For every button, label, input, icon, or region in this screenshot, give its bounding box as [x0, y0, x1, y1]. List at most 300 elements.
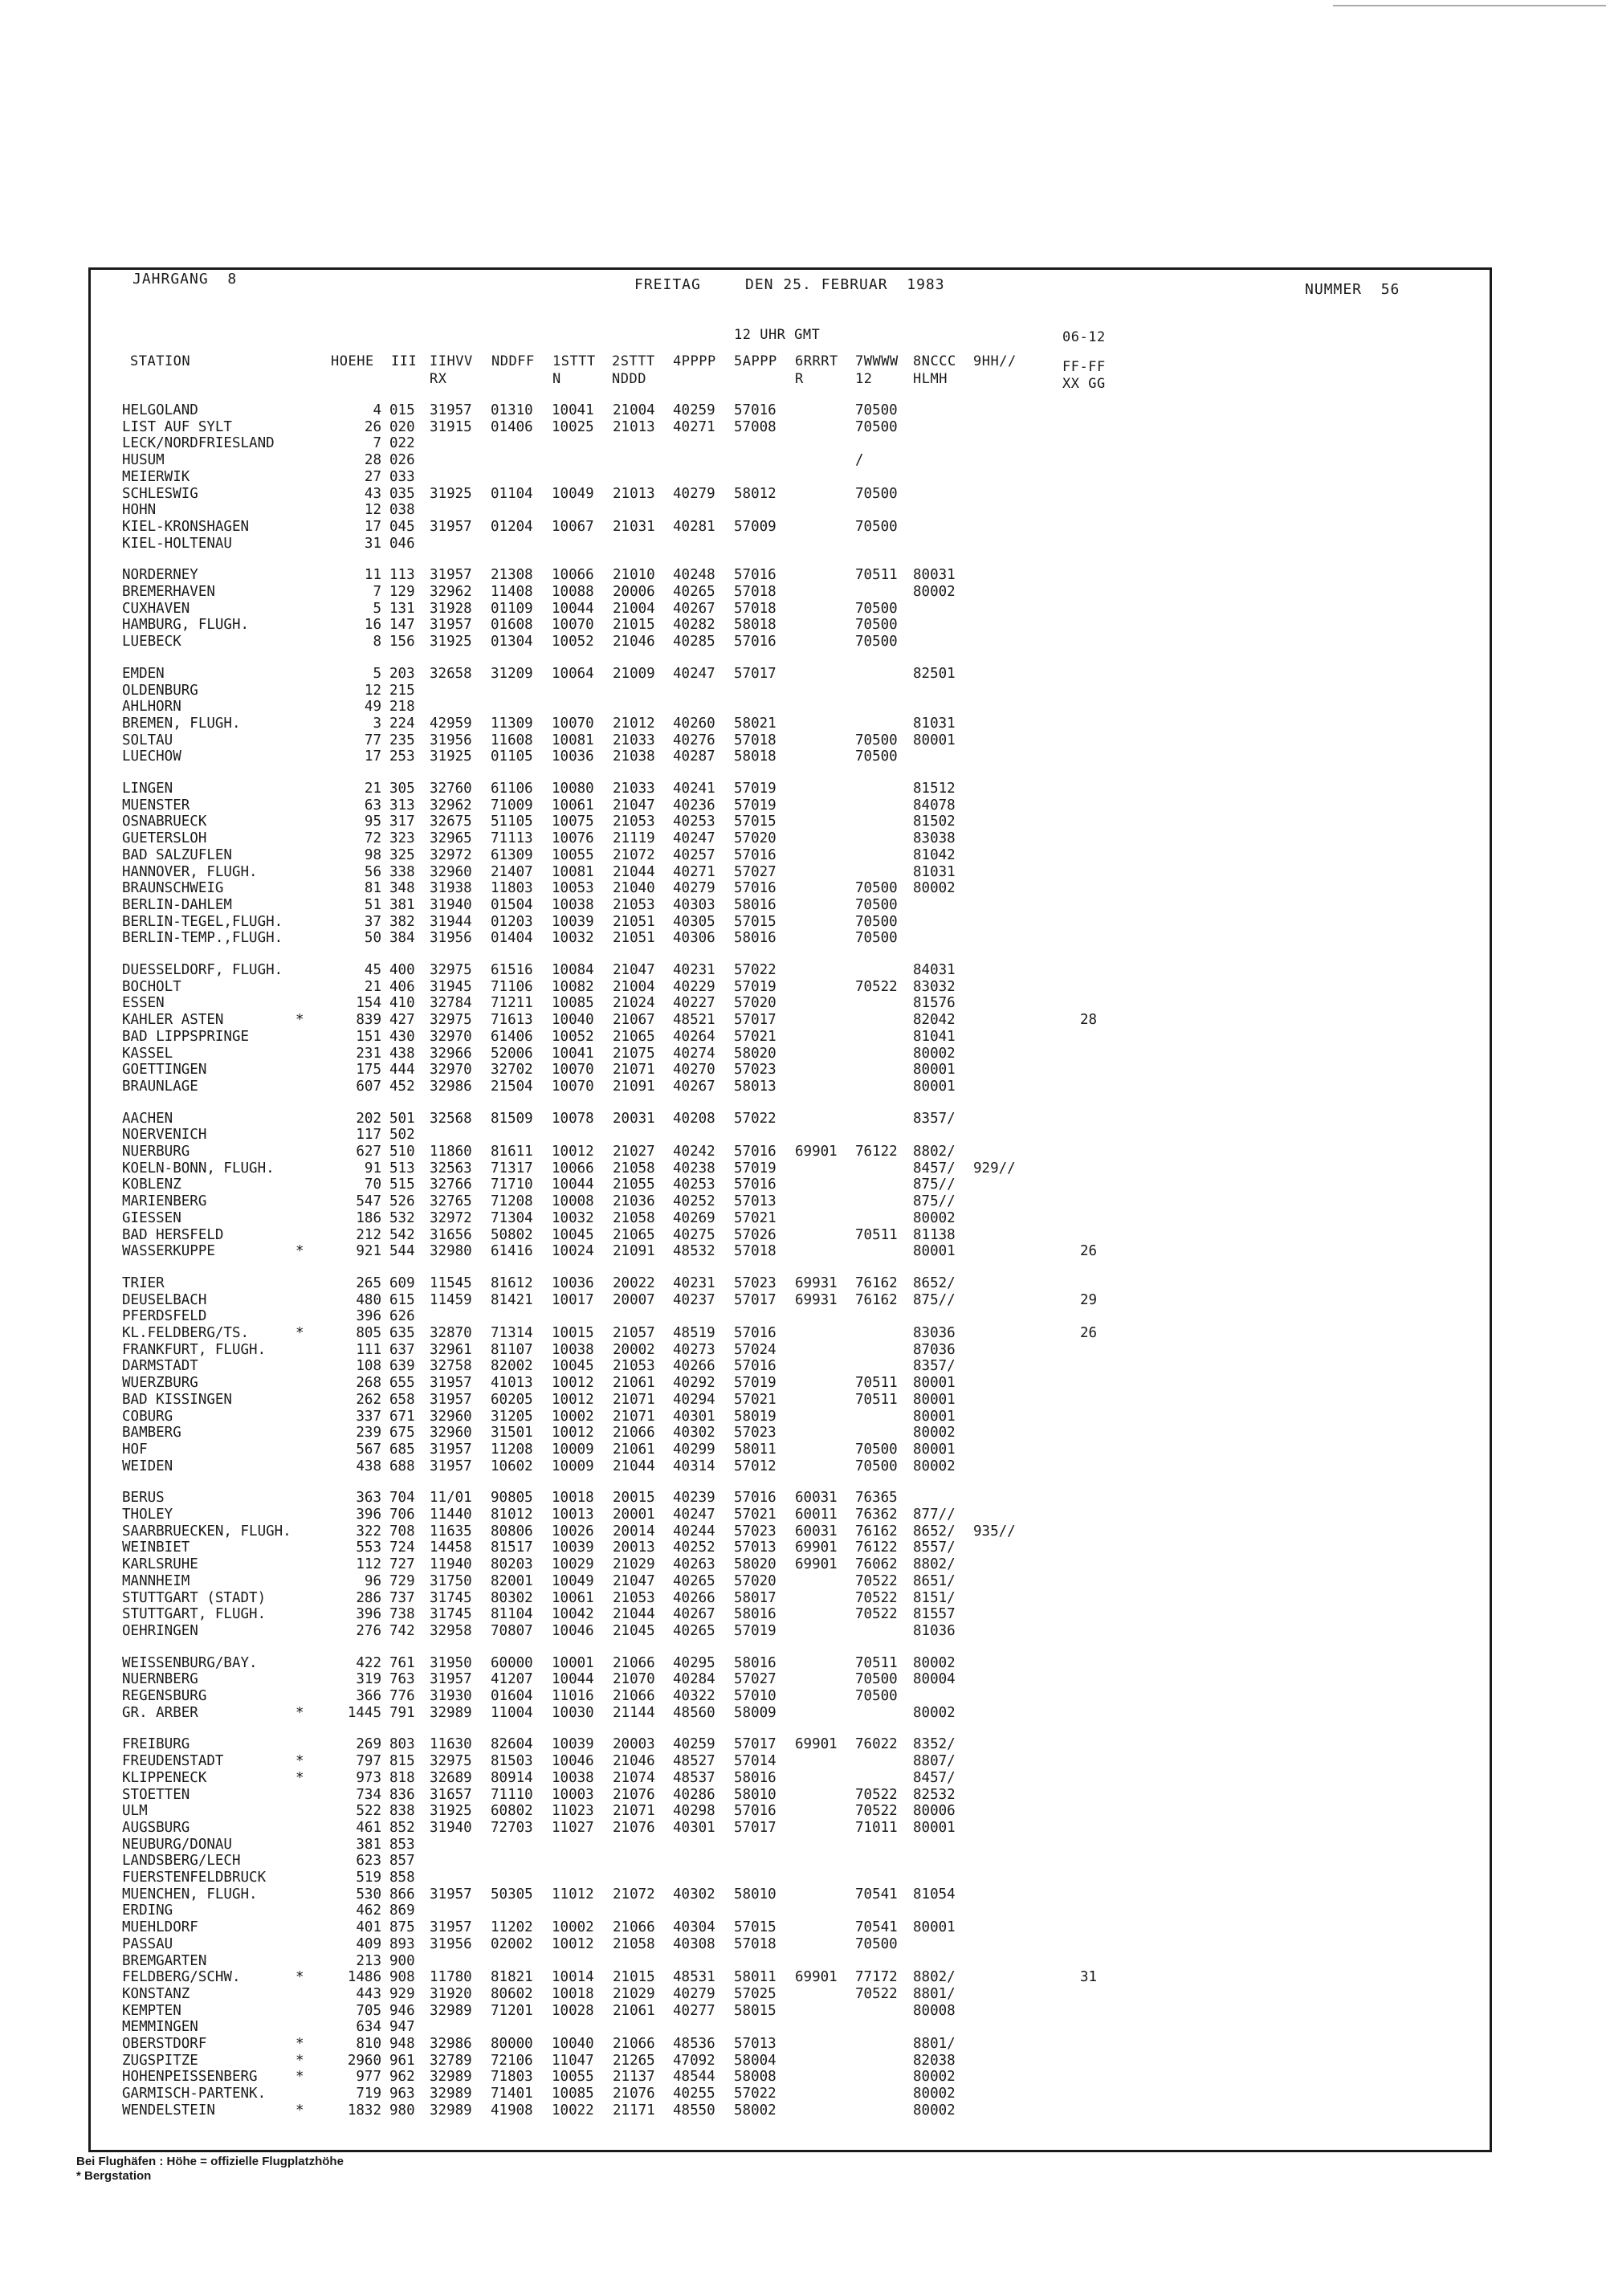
code-group: 10084: [552, 962, 594, 978]
code-group: 71304: [491, 1210, 533, 1226]
station-name: BERLIN-TEMP.,FLUGH.: [122, 930, 283, 946]
column-header-line1-7: 5APPP: [734, 353, 777, 369]
station-number: 704: [389, 1490, 415, 1506]
station-name: MUENSTER: [122, 797, 190, 814]
code-group: 11940: [430, 1556, 472, 1572]
code-group: 32702: [491, 1062, 533, 1078]
code-group: 40247: [673, 1507, 715, 1523]
code-group: 21047: [613, 1573, 655, 1589]
station-height: 12: [364, 502, 381, 518]
code-group: 32961: [430, 1342, 472, 1358]
station-name: SOLTAU: [122, 732, 173, 748]
code-group: 21004: [613, 402, 655, 418]
code-group: 40322: [673, 1688, 715, 1704]
code-group: 20002: [613, 1342, 655, 1358]
code-group: 40294: [673, 1392, 715, 1408]
column-header-line2-2: RX: [430, 371, 447, 387]
station-number: 113: [389, 567, 415, 583]
station-height: 239: [356, 1425, 381, 1441]
code-group: 70522: [855, 1803, 898, 1819]
station-height: 186: [356, 1210, 381, 1226]
station-number: 156: [389, 634, 415, 650]
station-height: 21: [364, 781, 381, 797]
station-name: LUEBECK: [122, 634, 181, 650]
code-group: 58004: [734, 2053, 777, 2069]
code-group: 31957: [430, 1886, 472, 1902]
code-group: 21047: [613, 797, 655, 814]
code-group: 10049: [552, 486, 594, 502]
station-height: 5: [373, 666, 381, 682]
station-number: 962: [389, 2069, 415, 2085]
station-number: 502: [389, 1127, 415, 1143]
column-header-line1-8: 6RRRT: [795, 353, 838, 369]
code-group: 76062: [855, 1556, 898, 1572]
station-name: STUTTGART (STADT): [122, 1590, 267, 1606]
code-group: 40295: [673, 1655, 715, 1671]
code-group: 10012: [552, 1375, 594, 1391]
code-group: 10085: [552, 2086, 594, 2102]
station-number: 323: [389, 830, 415, 846]
code-group: 40229: [673, 979, 715, 995]
code-group: 875//: [913, 1193, 956, 1209]
code-group: 81421: [491, 1292, 533, 1308]
code-group: 21058: [613, 1936, 655, 1952]
station-number: 908: [389, 1969, 415, 1985]
code-group: 11440: [430, 1507, 472, 1523]
station-number: 015: [389, 402, 415, 418]
code-group: 8802/: [913, 1144, 956, 1160]
station-name: WEISSENBURG/BAY.: [122, 1655, 258, 1671]
code-group: 32986: [430, 2036, 472, 2052]
code-group: 31925: [430, 748, 472, 765]
code-group: 80001: [913, 1243, 956, 1259]
column-header-line1-4: 1STTT: [552, 353, 596, 369]
code-group: 57019: [734, 1623, 777, 1639]
code-group: 31928: [430, 601, 472, 617]
code-group: 57017: [734, 1736, 777, 1752]
station-name: KASSEL: [122, 1046, 173, 1062]
code-group: 57014: [734, 1753, 777, 1769]
code-group: 81036: [913, 1623, 956, 1639]
code-group: 11047: [552, 2053, 594, 2069]
code-group: 80001: [913, 1079, 956, 1095]
station-height: 567: [356, 1442, 381, 1458]
code-group: 10002: [552, 1919, 594, 1935]
code-group: 8457/: [913, 1770, 956, 1786]
station-height: 443: [356, 1986, 381, 2002]
code-group: 76162: [855, 1523, 898, 1540]
code-group: 61516: [491, 962, 533, 978]
station-height: 805: [356, 1325, 381, 1341]
code-group: 40247: [673, 666, 715, 682]
code-group: 80002: [913, 2102, 956, 2119]
station-number: 020: [389, 419, 415, 435]
code-group: 8807/: [913, 1753, 956, 1769]
code-group: 83038: [913, 830, 956, 846]
code-group: 31209: [491, 666, 533, 682]
station-number: 515: [389, 1177, 415, 1193]
code-group: 81104: [491, 1606, 533, 1622]
station-number: 852: [389, 1820, 415, 1836]
code-group: 10029: [552, 1556, 594, 1572]
code-group: 40308: [673, 1936, 715, 1952]
code-group: 01204: [491, 519, 533, 535]
station-name: OSNABRUECK: [122, 814, 207, 830]
code-group: 70500: [855, 1671, 898, 1687]
code-group: 21024: [613, 995, 655, 1011]
code-group: 51105: [491, 814, 533, 830]
code-group: 70522: [855, 1986, 898, 2002]
code-group: 40282: [673, 617, 715, 633]
code-group: 8357/: [913, 1111, 956, 1127]
code-group: 32766: [430, 1177, 472, 1193]
code-group: 21072: [613, 847, 655, 863]
station-name: OLDENBURG: [122, 683, 198, 699]
code-group: 21010: [613, 567, 655, 583]
station-number: 853: [389, 1837, 415, 1853]
code-group: 20007: [613, 1292, 655, 1308]
code-group: 80001: [913, 1442, 956, 1458]
code-group: 32765: [430, 1193, 472, 1209]
code-group: 40259: [673, 402, 715, 418]
code-group: 70500: [855, 880, 898, 896]
time-label: 12 UHR GMT: [734, 327, 821, 343]
code-group: 40260: [673, 716, 715, 732]
code-group: 76122: [855, 1144, 898, 1160]
code-group: 31920: [430, 1986, 472, 2002]
code-group: 69901: [795, 1540, 838, 1556]
code-group: 70541: [855, 1886, 898, 1902]
station-height: 553: [356, 1540, 381, 1556]
station-number: 724: [389, 1540, 415, 1556]
code-group: 10040: [552, 2036, 594, 2052]
code-group: 10025: [552, 419, 594, 435]
code-group: 80001: [913, 1820, 956, 1836]
code-group: 57018: [734, 1243, 777, 1259]
code-group: 57013: [734, 1540, 777, 1556]
code-group: 10081: [552, 864, 594, 880]
station-height: 7: [373, 584, 381, 600]
code-group: 31205: [491, 1409, 533, 1425]
code-group: 21013: [613, 486, 655, 502]
code-group: 21265: [613, 2053, 655, 2069]
station-name: SAARBRUECKEN, FLUGH.: [122, 1523, 291, 1540]
station-height: 8: [373, 634, 381, 650]
code-group: 40248: [673, 567, 715, 583]
station-name: ESSEN: [122, 995, 165, 1011]
station-number: 615: [389, 1292, 415, 1308]
code-group: 40306: [673, 930, 715, 946]
code-group: 57019: [734, 1160, 777, 1177]
code-group: 40269: [673, 1210, 715, 1226]
code-group: 70500: [855, 1936, 898, 1952]
column-header-line1-3: NDDFF: [491, 353, 535, 369]
code-group: 57015: [734, 914, 777, 930]
code-group: 21061: [613, 1375, 655, 1391]
station-number: 131: [389, 601, 415, 617]
station-name: KEMPTEN: [122, 2003, 181, 2019]
code-group: 10009: [552, 1458, 594, 1474]
code-group: 10055: [552, 847, 594, 863]
code-group: 81041: [913, 1029, 956, 1045]
station-height: 213: [356, 1953, 381, 1969]
station-height: 95: [364, 814, 381, 830]
code-group: 72106: [491, 2053, 533, 2069]
mountain-station-marker: *: [296, 2069, 304, 2085]
station-number: 776: [389, 1688, 415, 1704]
station-name: NEUBURG/DONAU: [122, 1837, 232, 1853]
code-group: 81503: [491, 1753, 533, 1769]
code-group: 8352/: [913, 1736, 956, 1752]
code-group: 48521: [673, 1012, 715, 1028]
station-number: 875: [389, 1919, 415, 1935]
station-number: 866: [389, 1886, 415, 1902]
code-group: 21012: [613, 716, 655, 732]
station-height: 461: [356, 1820, 381, 1836]
station-number: 215: [389, 683, 415, 699]
code-group: 32760: [430, 781, 472, 797]
code-group: 11012: [552, 1886, 594, 1902]
code-group: 32975: [430, 1753, 472, 1769]
code-group: 40231: [673, 1275, 715, 1291]
code-group: 21057: [613, 1325, 655, 1341]
station-height: 154: [356, 995, 381, 1011]
station-height: 627: [356, 1144, 381, 1160]
code-group: 11608: [491, 732, 533, 748]
code-group: 21047: [613, 962, 655, 978]
code-group: 10012: [552, 1936, 594, 1952]
code-group: 57026: [734, 1227, 777, 1243]
code-group: 40247: [673, 830, 715, 846]
station-name: HOHN: [122, 502, 157, 518]
code-group: 57021: [734, 1029, 777, 1045]
code-group: 58018: [734, 617, 777, 633]
station-height: 96: [364, 1573, 381, 1589]
code-group: 71208: [491, 1193, 533, 1209]
station-name: LINGEN: [122, 781, 173, 797]
column-header-line2-4: N: [552, 371, 561, 387]
code-group: 10061: [552, 797, 594, 814]
code-group: 72703: [491, 1820, 533, 1836]
code-group: 8557/: [913, 1540, 956, 1556]
station-name: KL.FELDBERG/TS.: [122, 1325, 250, 1341]
station-height: 337: [356, 1409, 381, 1425]
code-group: 80002: [913, 1046, 956, 1062]
code-group: 80203: [491, 1556, 533, 1572]
code-group: 58002: [734, 2102, 777, 2119]
code-group: 58013: [734, 1079, 777, 1095]
station-height: 7: [373, 435, 381, 451]
code-group: 10078: [552, 1111, 594, 1127]
mountain-station-marker: *: [296, 1325, 304, 1341]
code-group: 10014: [552, 1969, 594, 1985]
code-group: 11630: [430, 1736, 472, 1752]
station-height: 1832: [347, 2102, 381, 2119]
code-group: 10081: [552, 732, 594, 748]
station-height: 51: [364, 897, 381, 913]
code-group: 57027: [734, 1671, 777, 1687]
code-group: 71317: [491, 1160, 533, 1177]
code-group: 10026: [552, 1523, 594, 1540]
station-name: WASSERKUPPE: [122, 1243, 215, 1259]
station-number: 961: [389, 2053, 415, 2069]
code-group: 32972: [430, 847, 472, 863]
code-group: 929//: [973, 1160, 1016, 1177]
code-group: 80914: [491, 1770, 533, 1786]
code-group: 58016: [734, 897, 777, 913]
station-name: LUECHOW: [122, 748, 181, 765]
mountain-station-marker: *: [296, 1770, 304, 1786]
code-group: 57016: [734, 880, 777, 896]
code-group: 21053: [613, 814, 655, 830]
code-group: 21061: [613, 1442, 655, 1458]
station-height: 268: [356, 1375, 381, 1391]
code-group: 21308: [491, 567, 533, 583]
station-height: 462: [356, 1902, 381, 1919]
code-group: 58016: [734, 930, 777, 946]
station-name: NOERVENICH: [122, 1127, 207, 1143]
station-number: 791: [389, 1705, 415, 1721]
code-group: 10024: [552, 1243, 594, 1259]
code-group: 31657: [430, 1787, 472, 1803]
station-height: 3: [373, 716, 381, 732]
station-name: NUERNBERG: [122, 1671, 198, 1687]
code-group: 32980: [430, 1243, 472, 1259]
code-group: 21027: [613, 1144, 655, 1160]
code-group: 8652/: [913, 1523, 956, 1540]
station-name: HELGOLAND: [122, 402, 198, 418]
code-group: 90805: [491, 1490, 533, 1506]
code-group: 50802: [491, 1227, 533, 1243]
station-name: KOBLENZ: [122, 1177, 181, 1193]
code-group: 81509: [491, 1111, 533, 1127]
code-group: 60205: [491, 1392, 533, 1408]
station-name: OBERSTDORF: [122, 2036, 207, 2052]
code-group: 10053: [552, 880, 594, 896]
code-group: 21033: [613, 732, 655, 748]
code-group: 8802/: [913, 1556, 956, 1572]
code-group: 40257: [673, 847, 715, 863]
code-group: 80602: [491, 1986, 533, 2002]
station-number: 763: [389, 1671, 415, 1687]
code-group: 40253: [673, 1177, 715, 1193]
code-group: 70500: [855, 634, 898, 650]
station-number: 727: [389, 1556, 415, 1572]
code-group: 21015: [613, 1969, 655, 1985]
code-group: 10002: [552, 1409, 594, 1425]
code-group: 60011: [795, 1507, 838, 1523]
code-group: 10039: [552, 914, 594, 930]
station-number: 235: [389, 732, 415, 748]
station-number: 444: [389, 1062, 415, 1078]
station-number: 761: [389, 1655, 415, 1671]
code-group: 57021: [734, 1507, 777, 1523]
code-group: 40299: [673, 1442, 715, 1458]
code-group: 20013: [613, 1540, 655, 1556]
mountain-station-marker: *: [296, 2036, 304, 2052]
code-group: 84031: [913, 962, 956, 978]
code-group: 81557: [913, 1606, 956, 1622]
code-group: 40276: [673, 732, 715, 748]
code-group: 82501: [913, 666, 956, 682]
code-group: 01109: [491, 601, 533, 617]
code-group: 41013: [491, 1375, 533, 1391]
column-header-line2-10: HLMH: [913, 371, 948, 387]
code-group: 80001: [913, 1062, 956, 1078]
code-group: 81031: [913, 716, 956, 732]
code-group: 10030: [552, 1705, 594, 1721]
station-name: NORDERNEY: [122, 567, 198, 583]
code-group: 70500: [855, 732, 898, 748]
station-height: 269: [356, 1736, 381, 1752]
code-group: 71009: [491, 797, 533, 814]
code-group: 58008: [734, 2069, 777, 2085]
station-number: 818: [389, 1770, 415, 1786]
day-label: FREITAG: [634, 276, 701, 293]
code-group: 57022: [734, 962, 777, 978]
station-number: 348: [389, 880, 415, 896]
code-group: 21071: [613, 1409, 655, 1425]
code-group: 57020: [734, 1573, 777, 1589]
station-name: BREMERHAVEN: [122, 584, 215, 600]
station-height: 231: [356, 1046, 381, 1062]
code-group: 40271: [673, 419, 715, 435]
code-group: 01104: [491, 486, 533, 502]
station-height: 151: [356, 1029, 381, 1045]
station-number: 803: [389, 1736, 415, 1752]
code-group: 40292: [673, 1375, 715, 1391]
station-height: 396: [356, 1507, 381, 1523]
code-group: 48527: [673, 1753, 715, 1769]
code-group: 71803: [491, 2069, 533, 2085]
code-group: 11635: [430, 1523, 472, 1540]
station-number: 203: [389, 666, 415, 682]
code-group: 80002: [913, 2086, 956, 2102]
code-group: 10052: [552, 634, 594, 650]
code-group: 60000: [491, 1655, 533, 1671]
code-group: 875//: [913, 1292, 956, 1308]
code-group: 21061: [613, 2003, 655, 2019]
code-group: 76022: [855, 1736, 898, 1752]
code-group: 50305: [491, 1886, 533, 1902]
code-group: 40253: [673, 814, 715, 830]
station-height: 2960: [347, 2053, 381, 2069]
mountain-station-marker: *: [296, 2102, 304, 2119]
code-group: 40239: [673, 1490, 715, 1506]
station-height: 43: [364, 486, 381, 502]
station-name: EMDEN: [122, 666, 165, 682]
code-group: 32658: [430, 666, 472, 682]
station-number: 542: [389, 1227, 415, 1243]
code-group: 40302: [673, 1425, 715, 1441]
code-group: 80002: [913, 1458, 956, 1474]
code-group: 71201: [491, 2003, 533, 2019]
column-header-line1-5: 2STTT: [612, 353, 655, 369]
station-number: 526: [389, 1193, 415, 1209]
code-group: 10036: [552, 748, 594, 765]
code-group: 40263: [673, 1556, 715, 1572]
code-group: 57016: [734, 1325, 777, 1341]
code-group: 40275: [673, 1227, 715, 1243]
code-group: 21015: [613, 617, 655, 633]
code-group: 32960: [430, 1425, 472, 1441]
code-group: 10040: [552, 1012, 594, 1028]
footnote-airport: Bei Flughäfen : Höhe = offizielle Flugplatzhöhe: [76, 2155, 344, 2168]
code-group: 81576: [913, 995, 956, 1011]
code-group: 31656: [430, 1227, 472, 1243]
station-height: 530: [356, 1886, 381, 1902]
code-group: 70522: [855, 1573, 898, 1589]
